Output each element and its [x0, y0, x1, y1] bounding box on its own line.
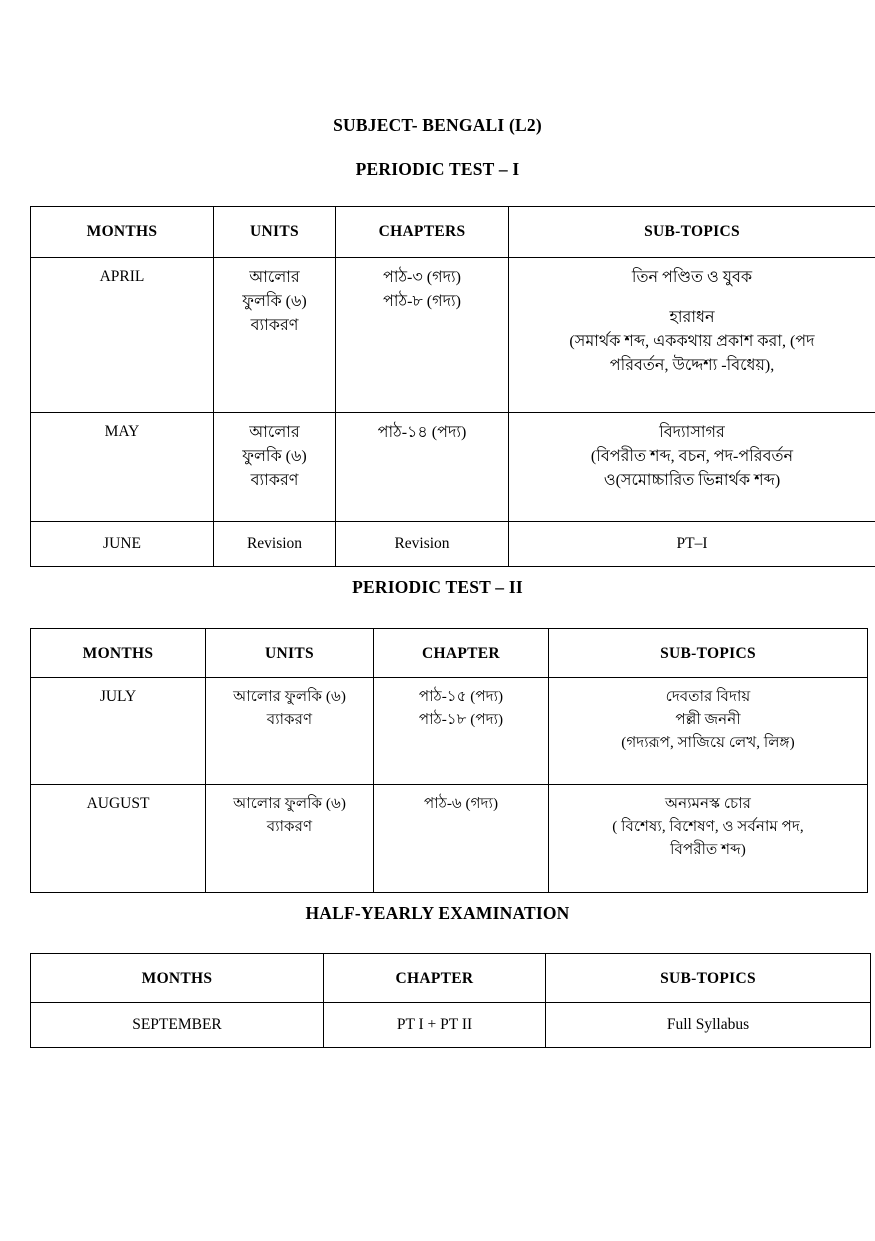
subtopic-line: পরিবর্তন, উদ্দেশ্য -বিধেয়),: [609, 357, 775, 374]
table-row: [31, 522, 875, 567]
header-cell-units: UNITS: [206, 629, 374, 678]
cell-units: [206, 785, 374, 893]
cell-units: [206, 678, 374, 785]
cell-month: MAY: [31, 413, 214, 522]
cell-subtopics: Full Syllabus: [546, 1003, 871, 1048]
chapter-line: পাঠ-৩ (গদ্য): [383, 269, 461, 286]
subtopic-line: ( বিশেষ্য, বিশেষণ, ও সর্বনাম পদ,: [612, 817, 804, 835]
cell-units: [214, 258, 336, 413]
chapter-line: পাঠ-১৮ (পদ্য): [418, 710, 504, 728]
cell-month: AUGUST: [31, 785, 206, 893]
cell-month: APRIL: [31, 258, 214, 413]
header-cell-months: MONTHS: [31, 954, 324, 1003]
cell-subtopics: [509, 413, 875, 522]
header-cell-chapter: CHAPTER: [324, 954, 546, 1003]
header-cell-chapters: CHAPTERS: [336, 207, 509, 258]
subtopic-line: (সমার্থক শব্দ, এককথায় প্রকাশ করা, (পদ: [569, 333, 815, 350]
table-row: [31, 785, 868, 893]
subtopic-line: তিন পণ্ডিত ও যুবক: [631, 269, 753, 286]
cell-subtopics: PT–I: [509, 522, 875, 567]
unit-line: ফুলকি (৬): [242, 448, 307, 465]
header-cell-subtopics: SUB-TOPICS: [549, 629, 868, 678]
unit-line: ব্যাকরণ: [250, 317, 299, 334]
subtopic-line: অন্যমনস্ক চোর: [665, 795, 751, 812]
unit-line: আলোর ফুলকি (৬): [233, 688, 346, 705]
unit-line: ব্যাকরণ: [250, 472, 299, 489]
header-cell-months: MONTHS: [31, 207, 214, 258]
cell-chapters: [374, 785, 549, 893]
table-header-row: [31, 954, 871, 1003]
cell-units: [214, 413, 336, 522]
cell-subtopics: [549, 785, 868, 893]
half-yearly-title: HALF-YEARLY EXAMINATION: [305, 903, 570, 923]
cell-subtopics: [549, 678, 868, 785]
chapter-line: পাঠ-১৫ (পদ্য): [418, 688, 504, 705]
periodic-test-2-title: PERIODIC TEST – II: [352, 577, 523, 597]
cell-month: JULY: [31, 678, 206, 785]
table-row: [31, 678, 868, 785]
table-header-row: [31, 207, 875, 258]
header-cell-months: MONTHS: [31, 629, 206, 678]
header-cell-units: UNITS: [214, 207, 336, 258]
subtopic-line: (বিপরীত শব্দ, বচন, পদ-পরিবর্তন: [590, 448, 794, 465]
unit-line: ফুলকি (৬): [242, 293, 307, 310]
header-cell-subtopics: SUB-TOPICS: [546, 954, 871, 1003]
cell-subtopics: [509, 258, 875, 413]
subtopic-line: পল্লী জননী: [675, 710, 741, 728]
cell-month: JUNE: [31, 522, 214, 567]
header-cell-chapter: CHAPTER: [374, 629, 549, 678]
header-cell-subtopics: SUB-TOPICS: [509, 207, 875, 258]
unit-line: আলোর ফুলকি (৬): [233, 795, 346, 812]
subtopic-line: ও(সমোচ্চারিত ভিন্নার্থক শব্দ): [603, 472, 781, 489]
periodic-test-2-table: [30, 628, 868, 893]
unit-line: ব্যাকরণ: [266, 710, 313, 728]
cell-month: SEPTEMBER: [31, 1003, 324, 1048]
cell-units: Revision: [214, 522, 336, 567]
table-row: [31, 413, 875, 522]
half-yearly-table: [30, 953, 871, 1048]
unit-line: আলোর: [249, 424, 300, 441]
chapter-line: পাঠ-৬ (গদ্য): [423, 795, 498, 812]
cell-chapter: PT I + PT II: [324, 1003, 546, 1048]
table-row: [31, 258, 875, 413]
chapter-line: পাঠ-৮ (গদ্য): [383, 293, 461, 310]
subtopic-line: বিপরীত শব্দ): [670, 840, 746, 858]
chapter-line: পাঠ-১৪ (পদ্য): [377, 424, 467, 441]
subject-title: SUBJECT- BENGALI (L2): [333, 115, 542, 135]
unit-line: আলোর: [249, 269, 300, 286]
cell-chapters: [336, 413, 509, 522]
periodic-test-1-table: [30, 206, 875, 567]
cell-chapters: [336, 258, 509, 413]
table-header-row: [31, 629, 868, 678]
subtopic-line: হারাধন: [669, 309, 715, 326]
cell-chapters: Revision: [336, 522, 509, 567]
cell-chapters: [374, 678, 549, 785]
table-row: [31, 1003, 871, 1048]
periodic-test-1-title: PERIODIC TEST – I: [355, 159, 520, 179]
unit-line: ব্যাকরণ: [266, 817, 313, 835]
subtopic-line: বিদ্যাসাগর: [659, 424, 725, 441]
subtopic-line: (গদ্যরূপ, সাজিয়ে লেখ, লিঙ্গ): [621, 733, 795, 751]
subtopic-line: দেবতার বিদায়: [665, 688, 751, 705]
